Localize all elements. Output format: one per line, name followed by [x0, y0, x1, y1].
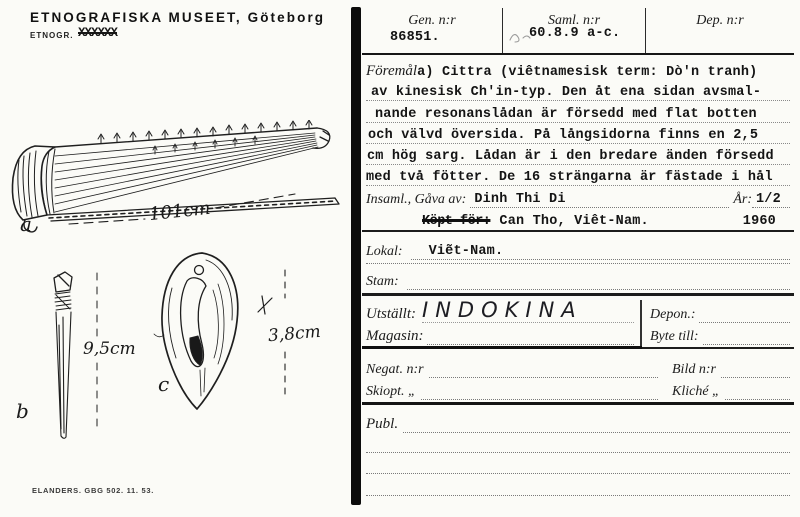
saml-nr-cell	[502, 8, 645, 53]
rule-after-magasin-heavy-left	[362, 346, 642, 349]
figure-b-label: b	[16, 399, 29, 423]
rule-after-skiopt	[362, 402, 794, 405]
object-line-2	[366, 80, 790, 101]
donor-value: Dinh Thi Di	[474, 192, 566, 207]
stam-row	[366, 267, 790, 290]
empty-dotted-line-1	[366, 452, 790, 453]
etnogr-label: ETNOGR.	[30, 31, 74, 40]
object-line-6	[366, 165, 790, 186]
card-fold-divider	[351, 7, 361, 505]
object-text-2: av kinesisk Ch'in-typ. Den åt ena sidan avsmal-	[371, 85, 762, 100]
insaml-row	[366, 187, 790, 208]
object-text-6: med två fötter. De 16 strängarna är fästade i hål	[366, 170, 773, 185]
object-text-5: cm hög sarg. Lådan är i den bredare änden försedd	[367, 149, 774, 164]
utstallt-depon-divider	[640, 300, 642, 346]
object-line-3	[366, 102, 790, 123]
negat-row	[366, 356, 658, 378]
depon-row	[650, 299, 790, 323]
dep-nr-label: Dep. n:r	[696, 13, 744, 28]
blank-dotted-line	[366, 263, 790, 264]
struck-kopt-for-text: Köpt för:	[422, 214, 491, 229]
gen-nr-label: Gen. n:r	[408, 13, 456, 28]
object-text-1: a) Cittra (viêtnamesisk term: Dò'n tranh)	[417, 65, 758, 80]
object-label: Föremål	[366, 63, 418, 79]
etnogr-struck-text: XXXXXX	[78, 26, 118, 40]
stam-label: Stam:	[366, 274, 399, 289]
utstallt-row	[366, 299, 634, 323]
gen-nr-value: 86851.	[390, 30, 440, 45]
printer-mark: ELANDERS. GBG 502. 11. 53.	[32, 486, 154, 495]
year2-value: 1960	[742, 214, 776, 229]
year-value: 1/2	[756, 192, 781, 207]
lokal-value: Viẽt-Nam.	[428, 244, 504, 259]
figure-a-measurement: 101cm	[148, 197, 212, 226]
magasin-label: Magasin:	[366, 328, 424, 344]
empty-dotted-line-2	[366, 473, 790, 474]
depon-label: Depon.:	[650, 307, 696, 322]
figure-c-label: c	[158, 372, 170, 396]
place-value: Can Tho, Viêt-Nam.	[499, 214, 649, 229]
magasin-row	[366, 322, 634, 345]
kliche-row	[672, 378, 790, 400]
lokal-row	[366, 237, 790, 260]
purchase-row	[366, 208, 790, 229]
object-text-4: och välvd översida. På långsidorna finns en 2,5	[368, 128, 759, 143]
rule-after-stam	[362, 293, 794, 296]
saml-nr-value: 60.8.9 a-c.	[529, 26, 621, 41]
byte-till-row	[650, 322, 790, 345]
dep-nr-cell	[645, 8, 794, 53]
figure-a-label: a	[20, 212, 32, 236]
utstallt-value-handwritten: INDOKINA	[422, 298, 583, 322]
kliche-label: Kliché „	[672, 384, 720, 399]
saml-nr-label: Saml. n:r	[547, 13, 601, 28]
lokal-label: Lokal:	[366, 244, 403, 259]
object-text-3: nande resonanslådan är försedd med flat botten	[375, 107, 757, 122]
figure-c-measurement: 3,8cm	[267, 321, 322, 347]
object-line-4	[366, 123, 790, 144]
bild-label: Bild n:r	[672, 362, 716, 377]
utstallt-label: Utställt:	[366, 306, 417, 322]
gen-nr-cell	[362, 8, 502, 53]
object-line-5	[366, 144, 790, 165]
object-line-1	[366, 59, 790, 80]
rule-after-acquisition	[362, 230, 794, 232]
publ-row	[366, 409, 790, 433]
header-number-row	[362, 8, 794, 55]
publ-label: Publ.	[366, 416, 399, 432]
skiopt-label: Skiopt. „	[366, 384, 416, 399]
museum-title: ETNOGRAFISKA MUSEET, Göteborg	[30, 10, 326, 25]
empty-dotted-line-3	[366, 495, 790, 496]
year-label: År:	[733, 192, 752, 207]
insaml-label: Insaml., Gåva av:	[366, 192, 467, 207]
negat-label: Negat. n:r	[366, 362, 424, 377]
skiopt-row	[366, 378, 658, 400]
byte-till-label: Byte till:	[650, 329, 699, 344]
bild-row	[672, 356, 790, 378]
figure-b-measurement: 9,5cm	[83, 339, 136, 359]
